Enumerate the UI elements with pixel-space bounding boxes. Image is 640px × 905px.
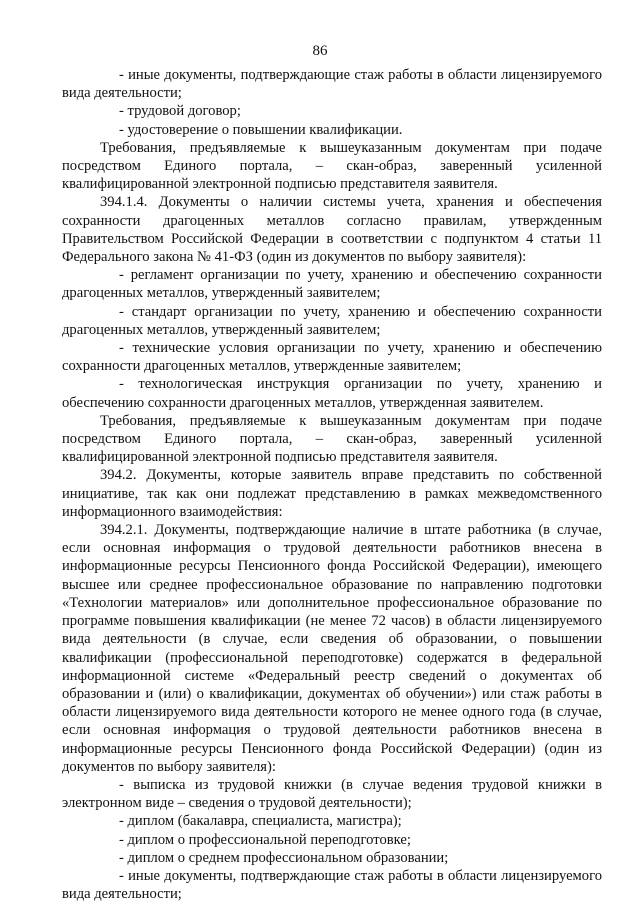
- list-item: - технологическая инструкция организации по учету, хранению и обеспечению сохранности драгоценных металлов, утвержденная заявителем.: [62, 376, 602, 411]
- paragraph: Требования, предъявляемые к вышеуказанным документам при подаче посредством Единого портала, – скан-образ, заверенный усиленной квалифицированной электронной подписью представителя заявителя.: [62, 139, 602, 193]
- page-number: 86: [312, 43, 328, 59]
- paragraph: 394.1.4. Документы о наличии системы учета, хранения и обеспечения сохранности драгоценных металлов согласно правилам, утвержденным Правительством Российской Федерации в соответствии с подпунктом 4 статьи 11 Федерального закона № 41-ФЗ (один из документов по выбору заявителя):: [62, 194, 602, 266]
- list-item: - стандарт организации по учету, хранению и обеспечению сохранности драгоценных металлов, утвержденный заявителем;: [62, 303, 602, 338]
- list-item: - регламент организации по учету, хранению и обеспечению сохранности драгоценных металлов, утвержденный заявителем;: [62, 267, 602, 302]
- list-item: - диплом о среднем профессиональном образовании;: [119, 849, 449, 866]
- list-item: - технические условия организации по учету, хранению и обеспечению сохранности драгоценных металлов, утвержденные заявителем;: [62, 340, 602, 375]
- list-item: - диплом (бакалавра, специалиста, магистра);: [119, 813, 402, 830]
- document-body: [62, 66, 602, 903]
- list-item: - выписка из трудовой книжки (в случае ведения трудовой книжки в электронном виде – сведения о трудовой деятельности);: [62, 776, 602, 812]
- paragraph: 394.2.1. Документы, подтверждающие наличие в штате работника (в случае, если основная информация о трудовой деятельности работников внесена в информационные ресурсы Пенсионного фонда Российской Федерации), имеющего высшее или среднее профессиональное образование по направлению подготовки «Технологии материалов» или дополнительное профессиональное образование по программе повышения квалификации (не менее 72 часов) в области лицензируемого вида деятельности (в случае, если сведения об образовании, о повышении квалификации (профессиональной переподготовке) содержатся в федеральной информационной системе «Федеральный реестр сведений о документах об образовании и (или) о квалификации, документах об обучении») или стаж работы в области лицензируемого вида деятельности которого не менее одного года (в случае, если основная информация о трудовой деятельности работников внесена в информационные ресурсы Пенсионного фонда Российской Федерации) (один из документов по выбору заявителя):: [62, 522, 602, 775]
- paragraph: 394.2. Документы, которые заявитель вправе представить по собственной инициативе, так как они подлежат представлению в рамках межведомственного информационного взаимодействия:: [62, 467, 602, 520]
- list-item: - трудовой договор;: [119, 103, 241, 120]
- list-item: - иные документы, подтверждающие стаж работы в области лицензируемого вида деятельности;: [62, 867, 602, 903]
- list-item: - удостоверение о повышении квалификации.: [119, 121, 403, 138]
- paragraph: Требования, предъявляемые к вышеуказанным документам при подаче посредством Единого портала, – скан-образ, заверенный усиленной квалифицированной электронной подписью представителя заявителя.: [62, 412, 602, 466]
- list-item: - иные документы, подтверждающие стаж работы в области лицензируемого вида деятельности;: [62, 67, 602, 102]
- list-item: - диплом о профессиональной переподготовке;: [119, 831, 411, 848]
